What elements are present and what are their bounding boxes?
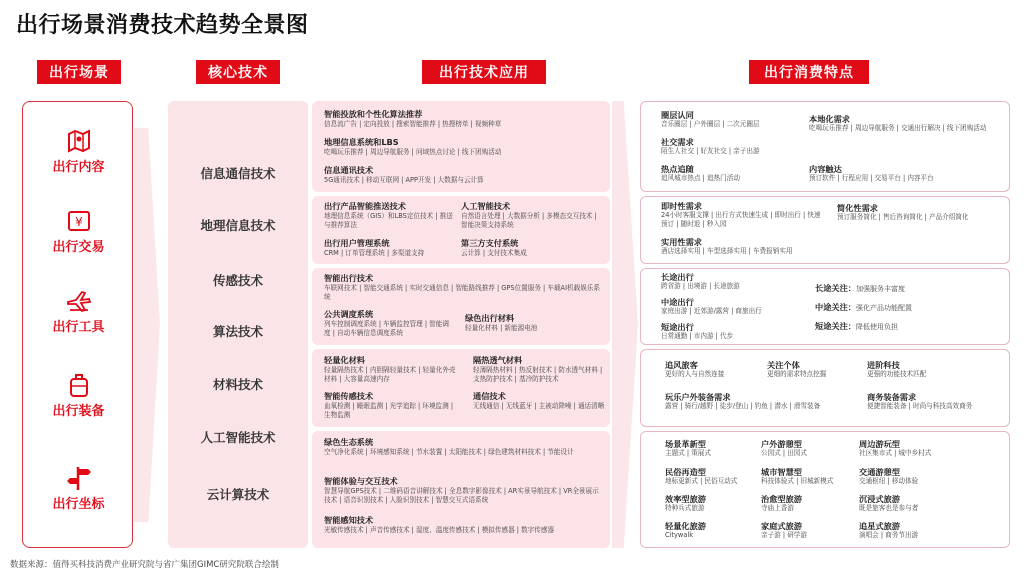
feature-block	[661, 110, 811, 129]
scene-label: 出行装备	[52, 404, 105, 419]
app-block-desc: 空气净化系统 | 环境感知系统 | 节水装置 | 太阳能技术 | 绿色建筑材料技术 | 节能设计	[324, 448, 574, 456]
tech-item: 地理信息技术	[200, 218, 276, 233]
feature-title: 热点追随	[661, 164, 694, 174]
app-block	[324, 309, 454, 338]
app-block	[324, 137, 604, 157]
app-block	[461, 201, 601, 230]
app-block-desc: 吃喝玩乐推荐 | 周边导航服务 | 问域热点讨论 | 线下团购活动	[324, 148, 502, 156]
tech-item: 材料技术	[212, 377, 263, 392]
app-block	[324, 273, 604, 302]
feature-block	[761, 439, 857, 458]
feature-desc: 陌生人社交 | 好友社交 | 亲子出游	[661, 147, 760, 155]
feature-block	[665, 360, 765, 379]
feature-desc: 演唱会 | 商务节出游	[859, 531, 919, 539]
feature-card-gear	[640, 349, 1010, 427]
feature-block	[661, 322, 811, 341]
feature-desc: 既是旅客也是参与者	[859, 504, 919, 512]
scene-gear	[23, 372, 134, 419]
feature-block	[837, 203, 1005, 222]
app-block	[324, 109, 604, 129]
feature-desc: 公园式 | 田园式	[761, 449, 807, 457]
svg-text:¥: ¥	[74, 215, 83, 229]
app-block-desc: 智慧导航GPS技术 | 二维码语音讲解技术 | 全息数字影像技术 | AR实景导航技术 | VR全景展示技术 | 语音识别技术 | 人脸识别技术 | 智慧交互式语系统	[324, 487, 599, 504]
feature-focus-line	[815, 321, 898, 332]
feature-block	[809, 114, 1004, 133]
scene-trade	[23, 208, 134, 255]
feature-block	[761, 521, 857, 540]
app-block-title: 智能传感技术	[324, 391, 374, 401]
feature-block	[767, 360, 867, 379]
feature-title: 场景革新型	[665, 439, 706, 449]
suitcase-icon	[66, 372, 92, 398]
feature-desc: Citywalk	[665, 531, 694, 539]
feature-block	[867, 392, 1009, 411]
app-block-title: 智能体验与交互技术	[324, 476, 398, 486]
app-block	[473, 391, 605, 411]
focus-value: 降低使用负担	[855, 323, 898, 331]
feature-title: 长途出行	[661, 272, 694, 282]
feature-title: 关注个体	[767, 360, 800, 370]
feature-desc: 寺庙上香游	[761, 504, 794, 512]
feature-desc: 预订服务简化 | 售后咨询简化 | 产品介绍简化	[837, 213, 969, 221]
feature-block	[665, 439, 761, 458]
app-block-desc: 血氧检测 | 睡眠监测 | 光学追踪 | 环境监测 | 生物监测	[324, 402, 454, 419]
tech-item: 信息通信技术	[200, 166, 276, 181]
feature-desc: 地标更新式 | 民俗互动式	[665, 477, 738, 485]
feature-focus-line	[815, 302, 912, 313]
app-block-title: 公共调度系统	[324, 309, 374, 319]
feature-title: 中途出行	[661, 297, 694, 307]
feature-title: 圈层认同	[661, 110, 694, 120]
app-card-content	[312, 101, 610, 192]
feature-desc: 露营 | 骑行/越野 | 徒步/登山 | 钓鱼 | 潜水 | 滑雪装备	[665, 402, 821, 410]
app-block	[465, 313, 600, 333]
feature-card-tools	[640, 268, 1010, 345]
app-block	[324, 391, 460, 420]
feature-desc: 家庭出游 | 近郊游/露营 | 商旅出行	[661, 307, 762, 315]
feature-title: 沉浸式旅游	[859, 494, 900, 504]
app-block-title: 出行产品智能推送技术	[324, 201, 406, 211]
feature-block	[859, 521, 1007, 540]
app-block-title: 智能出行技术	[324, 273, 374, 283]
feature-card-coordinates	[640, 431, 1010, 548]
feature-block	[661, 164, 811, 183]
feature-desc: 科技体验式 | 旧城新模式	[761, 477, 834, 485]
feature-desc: 追风城市热点 | 追热门活动	[661, 174, 740, 182]
scene-panel	[22, 101, 133, 548]
feature-desc: 日常通勤 | 市内游 | 代步	[661, 332, 734, 340]
page-title: 出行场景消费技术趋势全景图	[16, 13, 309, 38]
header-tech-apps: 出行技术应用	[422, 60, 546, 84]
feature-block	[665, 494, 761, 513]
app-block-desc: 信息流广告 | 定向投放 | 搜索智能推荐 | 热搜榜单 | 视频种草	[324, 120, 502, 128]
app-block-desc: 地理信息系统（GIS）和LBS定位技术 | 推送与推荐算法	[324, 212, 453, 229]
feature-title: 实用性需求	[661, 237, 702, 247]
feature-block	[867, 360, 1007, 379]
flow-arrow	[134, 128, 160, 522]
feature-title: 短途出行	[661, 322, 694, 332]
app-block-desc: 无线通信 | 无线蓝牙 | 主被动降噪 | 通话清晰	[473, 402, 605, 410]
feature-desc: 亲子游 | 研学游	[761, 531, 807, 539]
app-block-title: 轻量化材料	[324, 355, 365, 365]
focus-key: 中途关注：	[815, 302, 856, 312]
feature-block	[761, 494, 857, 513]
feature-desc: 预订软件 | 行程应用 | 交易平台 | 内容平台	[809, 174, 934, 182]
scene-label: 出行内容	[52, 160, 105, 175]
app-block-title: 绿色生态系统	[324, 437, 374, 447]
feature-block	[859, 467, 1007, 486]
feature-block	[859, 439, 1007, 458]
core-tech-panel	[168, 101, 308, 548]
app-card-coordinates	[312, 431, 610, 548]
feature-desc: 更好的人与自然连接	[665, 370, 725, 378]
tech-item: 人工智能技术	[200, 430, 276, 445]
feature-block	[665, 392, 865, 411]
focus-value: 加强服务丰富度	[855, 285, 905, 293]
app-block-desc: CRM | 订单管理系统 | 多渠道支持	[324, 249, 425, 257]
focus-key: 短途关注：	[815, 321, 856, 331]
focus-key: 长途关注：	[815, 283, 856, 293]
app-block-desc: 车联网技术 | 智能交通系统 | 实时交通信息 | 智能路线推荐 | GPS位置服务 | 车载AI机载娱乐系统	[324, 284, 600, 301]
app-block-title: 出行用户管理系统	[324, 238, 390, 248]
header-scenes: 出行场景	[37, 60, 121, 84]
scene-tools	[23, 288, 134, 335]
app-block	[324, 355, 460, 384]
feature-desc: 酒店选择实用 | 车型选择实用 | 车费报销实用	[661, 247, 793, 255]
header-consumer-traits: 出行消费特点	[749, 60, 869, 84]
scene-label: 出行工具	[52, 320, 105, 335]
scene-coordinates	[23, 465, 134, 512]
feature-block	[665, 521, 761, 540]
app-card-tools	[312, 268, 610, 345]
app-block-title: 第三方支付系统	[461, 238, 519, 248]
feature-desc: 更强的功能技术匹配	[867, 370, 927, 378]
app-block	[324, 515, 604, 535]
signpost-icon	[66, 465, 92, 491]
feature-title: 户外游憩型	[761, 439, 802, 449]
app-block-title: 绿色出行材料	[465, 313, 515, 323]
app-block-desc: 自然语言处理 | 大数据分析 | 多模态交互技术 | 智能决策支持系统	[461, 212, 597, 229]
feature-title: 周边游玩型	[859, 439, 900, 449]
feature-title: 玩乐户外装备需求	[665, 392, 731, 402]
feature-block	[761, 467, 857, 486]
header-core-tech: 核心技术	[196, 60, 280, 84]
yen-card-icon	[66, 208, 92, 234]
feature-title: 城市智慧型	[761, 467, 802, 477]
map-book-icon	[66, 128, 92, 154]
feature-block	[859, 494, 1007, 513]
tech-item: 算法技术	[212, 324, 263, 339]
feature-block	[661, 137, 811, 156]
app-card-gear	[312, 349, 610, 427]
app-block	[324, 238, 454, 258]
tech-item: 传感技术	[212, 273, 263, 288]
app-block-title: 通信技术	[473, 391, 506, 401]
app-block	[324, 476, 604, 505]
feature-title: 进阶科技	[867, 360, 900, 370]
app-block-desc: 云计算 | 支付技术集成	[461, 249, 527, 257]
feature-desc: 特种兵式旅游	[665, 504, 705, 512]
app-block	[324, 201, 454, 230]
app-block-title: 信息通讯技术	[324, 165, 374, 175]
app-block-desc: 轻量化材料 | 新能源电池	[465, 324, 538, 332]
feature-title: 家庭式旅游	[761, 521, 802, 531]
feature-title: 社交需求	[661, 137, 694, 147]
feature-card-content	[640, 101, 1010, 192]
scene-content	[23, 128, 134, 175]
feature-block	[661, 201, 821, 229]
app-block	[324, 437, 604, 457]
feature-desc: 吃喝玩乐推荐 | 周边导航服务 | 交通出行解决 | 线下团购活动	[809, 124, 987, 132]
feature-desc: 跨省游 | 出境游 | 长途旅游	[661, 282, 740, 290]
feature-title: 商务装备需求	[867, 392, 917, 402]
app-block-title: 隔热透气材料	[473, 355, 523, 365]
feature-block	[665, 467, 761, 486]
feature-desc: 交通枢纽 | 移动体验	[859, 477, 919, 485]
feature-title: 简化性需求	[837, 203, 878, 213]
app-block-title: 人工智能技术	[461, 201, 511, 211]
focus-value: 强化产品功能配置	[855, 304, 912, 312]
app-block	[473, 355, 605, 384]
feature-title: 追星式旅游	[859, 521, 900, 531]
feature-title: 交通游憩型	[859, 467, 900, 477]
feature-title: 轻量化旅游	[665, 521, 706, 531]
app-card-trade	[312, 196, 610, 264]
feature-desc: 便捷智能装备 | 时尚与科技高效商务	[867, 402, 973, 410]
feature-title: 效率型旅游	[665, 494, 706, 504]
feature-block	[809, 164, 1004, 183]
scene-label: 出行交易	[52, 240, 105, 255]
feature-title: 民俗再造型	[665, 467, 706, 477]
tech-item: 云计算技术	[206, 487, 270, 502]
app-block-title: 地理信息系统和LBS	[324, 137, 399, 147]
app-block	[324, 165, 604, 185]
app-block	[461, 238, 601, 258]
app-block-desc: 轻量隔热技术 | 内胆隔轻量技术 | 轻量化外壳材料 | 大容量高速内存	[324, 366, 456, 383]
feature-title: 即时性需求	[661, 201, 702, 211]
feature-block	[661, 237, 831, 256]
feature-title: 追风旅客	[665, 360, 698, 370]
feature-desc: 音乐圈层 | 户外圈层 | 二次元圈层	[661, 120, 760, 128]
feature-desc: 主题式 | 策展式	[665, 449, 711, 457]
app-block-desc: 列车控制调度系统 | 车辆监控管理 | 智能调度 | 自动车辆信息调度系统	[324, 320, 449, 337]
app-block-desc: 轻薄隔热材料 | 热反射技术 | 防水透气材料 | 支热防护技术 | 基冷防护技术	[473, 366, 603, 383]
app-block-title: 智能感知技术	[324, 515, 374, 525]
app-block-desc: 光敏传感技术 | 声音传感技术 | 湿度、温度传感技术 | 模拟传感器 | 数字传感器	[324, 526, 555, 534]
feature-title: 本地化需求	[809, 114, 850, 124]
feature-block	[661, 272, 811, 291]
source-note: 数据来源：值得买科技消费产业研究院与省广集团GIMC研究院联合绘制	[10, 560, 279, 570]
feature-desc: 社区集市式 | 城中乡村式	[859, 449, 932, 457]
airplane-icon	[66, 288, 92, 314]
feature-focus-line	[815, 283, 905, 294]
app-block-desc: 5G通讯技术 | 移动互联网 | APP开发 | 大数据与云计算	[324, 176, 484, 184]
feature-title: 治愈型旅游	[761, 494, 802, 504]
app-block-title: 智能投放和个性化算法推荐	[324, 109, 423, 119]
flow-arrow	[612, 101, 638, 548]
feature-title: 内容触达	[809, 164, 842, 174]
feature-card-trade	[640, 196, 1010, 264]
feature-block	[661, 297, 811, 316]
feature-desc: 24小时客服支撑 | 出行方式快速生成 | 即时出行 | 快速预订 | 随时退 | 秒入园	[661, 211, 821, 228]
feature-desc: 更细的需求特点挖掘	[767, 370, 827, 378]
scene-label: 出行坐标	[52, 497, 105, 512]
